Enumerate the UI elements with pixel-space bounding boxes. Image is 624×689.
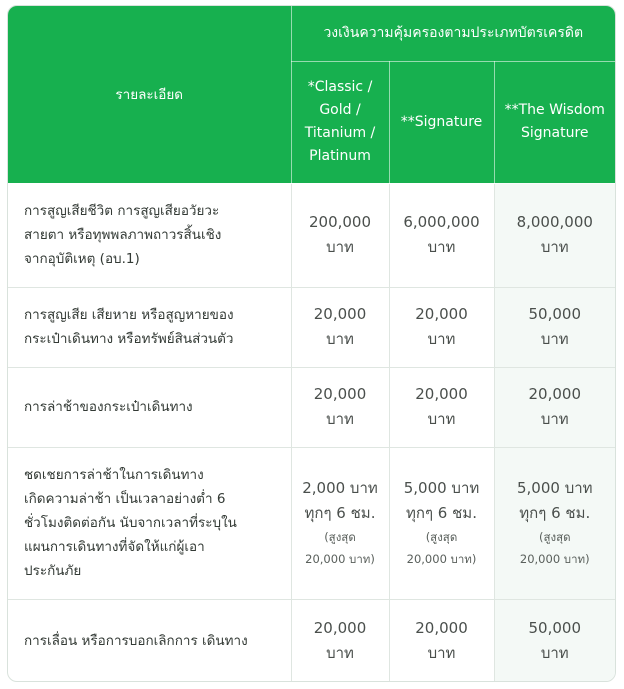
value-amount: 20,000 [415, 305, 468, 323]
desc-line: แผนการเดินทางที่จัดให้แก่ผู้เอา [24, 539, 205, 555]
value-amount: 50,000 [528, 618, 581, 637]
header-col-wisdom-line: **The Wisdom [504, 102, 605, 118]
header-col-classic-line: Platinum [309, 148, 371, 164]
value-amount: 20,000 [415, 618, 468, 637]
desc-line: ชั่วโมงติดต่อกัน นับจากเวลาที่ระบุใน [24, 515, 237, 531]
value-frequency: ทุกๆ 6 ชม. [304, 504, 376, 522]
value-max-label: (สูงสุด [425, 530, 458, 544]
value-amount: 20,000 [415, 385, 468, 403]
value-cell-wisdom [494, 447, 615, 599]
value-unit: บาท [427, 410, 456, 428]
row-description [8, 287, 291, 367]
header-coverage-group-label: วงเงินความคุ้มครองตามประเภทบัตรเครดิต [323, 25, 584, 42]
value-cell-signature [389, 183, 494, 287]
value-cell-wisdom [494, 183, 615, 287]
row-description [8, 367, 291, 447]
header-detail-label: รายละเอียด [115, 87, 184, 104]
value-amount: 8,000,000 [516, 213, 593, 231]
value-cell-signature [389, 287, 494, 367]
value-cell-signature [389, 447, 494, 599]
value-cell-classic [291, 367, 389, 447]
value-amount: 5,000 บาท [403, 479, 480, 497]
desc-line: ประกันภัย [24, 563, 82, 579]
desc-line: จากอุบัติเหตุ (อบ.1) [24, 251, 140, 267]
header-col-signature [389, 61, 494, 183]
table-row [8, 599, 615, 682]
value-frequency: ทุกๆ 6 ชม. [519, 504, 591, 522]
header-col-classic [291, 61, 389, 183]
value-unit: บาท [326, 410, 354, 428]
value-unit: บาท [427, 238, 456, 256]
value-unit: บาท [326, 238, 354, 256]
value-cell-wisdom [494, 367, 615, 447]
header-col-signature-label: **Signature [400, 113, 483, 130]
value-amount: 5,000 บาท [516, 479, 593, 497]
desc-line: การเลื่อน หรือการบอกเลิกการ เดินทาง [24, 632, 248, 649]
desc-line: เกิดความล่าช้า เป็นเวลาอย่างต่ำ 6 [24, 491, 226, 507]
value-unit: บาท [427, 330, 456, 348]
value-cell-wisdom [494, 599, 615, 682]
desc-line: กระเป๋าเดินทาง หรือทรัพย์สินส่วนตัว [24, 331, 234, 347]
header-col-wisdom-line: Signature [520, 125, 589, 141]
value-unit: บาท [427, 643, 456, 662]
row-description [8, 599, 291, 682]
coverage-table-card [7, 5, 616, 682]
table-row [8, 447, 615, 599]
table-row [8, 287, 615, 367]
value-cell-classic [291, 287, 389, 367]
value-cell-classic [291, 599, 389, 682]
value-max-amount: 20,000 บาท) [305, 552, 375, 566]
value-unit: บาท [540, 330, 569, 348]
header-col-classic-line: Gold / [319, 102, 361, 118]
desc-line: การสูญเสีย เสียหาย หรือสูญหายของ [24, 307, 234, 323]
header-col-classic-line: *Classic / [307, 79, 373, 95]
header-coverage-group [291, 6, 615, 61]
value-amount: 2,000 บาท [302, 479, 378, 497]
row-description [8, 447, 291, 599]
desc-line: การสูญเสียชีวิต การสูญเสียอวัยวะ [24, 203, 220, 219]
value-max-label: (สูงสุด [538, 530, 571, 544]
value-amount: 50,000 [528, 305, 581, 323]
coverage-table [8, 6, 615, 682]
desc-line: ชดเชยการล่าช้าในการเดินทาง [24, 467, 204, 483]
value-cell-signature [389, 599, 494, 682]
header-col-classic-line: Titanium / [304, 125, 376, 141]
value-amount: 20,000 [528, 385, 581, 403]
value-unit: บาท [540, 238, 569, 256]
value-unit: บาท [326, 330, 354, 348]
row-description [8, 183, 291, 287]
table-row [8, 367, 615, 447]
value-unit: บาท [540, 643, 569, 662]
value-max-amount: 20,000 บาท) [519, 552, 590, 566]
header-col-wisdom [494, 61, 615, 183]
value-amount: 20,000 [313, 618, 367, 637]
value-cell-classic [291, 447, 389, 599]
table-row [8, 183, 615, 287]
value-frequency: ทุกๆ 6 ชม. [406, 504, 477, 522]
value-unit: บาท [326, 643, 354, 662]
value-amount: 20,000 [313, 385, 367, 403]
value-cell-wisdom [494, 287, 615, 367]
value-amount: 200,000 [308, 213, 372, 231]
desc-line: สายตา หรือทุพพลภาพถาวรสิ้นเชิง [24, 227, 222, 243]
header-detail [8, 6, 291, 183]
value-amount: 6,000,000 [403, 213, 480, 231]
desc-line: การล่าช้าของกระเป๋าเดินทาง [24, 399, 193, 415]
value-cell-signature [389, 367, 494, 447]
value-cell-classic [291, 183, 389, 287]
value-unit: บาท [540, 410, 569, 428]
value-max-label: (สูงสุด [324, 530, 356, 544]
value-max-amount: 20,000 บาท) [406, 552, 477, 566]
value-amount: 20,000 [313, 305, 367, 323]
